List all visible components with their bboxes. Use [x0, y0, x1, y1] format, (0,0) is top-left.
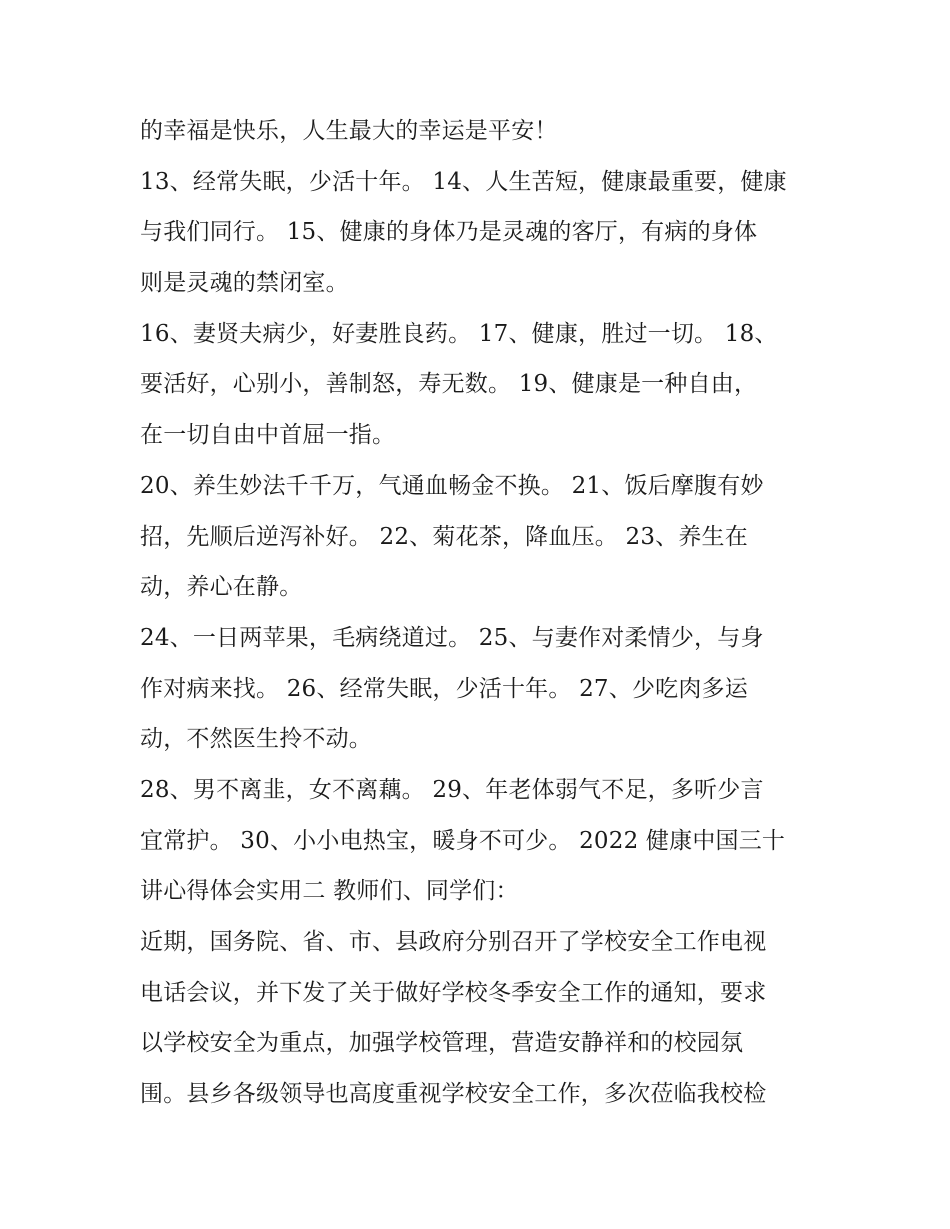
- text-line: 宜常护。 30、小小电热宝，暖身不可少。 2022 健康中国三十: [140, 827, 786, 854]
- text-line: 动，不然医生拎不动。: [140, 726, 372, 753]
- text-line: 近期，国务院、省、市、县政府分别召开了学校安全工作电视: [140, 929, 767, 955]
- text-line: 20、养生妙法千千万，气通血畅金不换。 21、饭后摩腹有妙: [140, 472, 764, 499]
- text-line: 与我们同行。 15、健康的身体乃是灵魂的客厅，有病的身体: [140, 219, 758, 246]
- text-line: 讲心得体会实用二 教师们、同学们：: [140, 878, 519, 905]
- text-line: 在一切自由中首屈一指。: [140, 422, 396, 449]
- text-line: 要活好，心别小，善制怒，寿无数。 19、健康是一种自由，: [140, 371, 758, 398]
- text-line: 16、妻贤夫病少，好妻胜良药。 17、健康，胜过一切。 18、: [140, 320, 778, 347]
- text-line: 的幸福是快乐，人生最大的幸运是平安！: [140, 118, 558, 144]
- text-line: 13、经常失眠，少活十年。 14、人生苦短，健康最重要，健康: [140, 168, 787, 195]
- text-line: 动，养心在静。: [140, 574, 303, 601]
- text-line: 围。县乡各级领导也高度重视学校安全工作，多次莅临我校检: [140, 1081, 767, 1108]
- document-body: [140, 106, 820, 1120]
- text-line: 24、一日两苹果，毛病绕道过。 25、与妻作对柔情少，与身: [140, 624, 764, 651]
- text-line: 招，先顺后逆泻补好。 22、菊花茶，降血压。 23、养生在: [140, 523, 748, 550]
- text-line: 28、男不离韭，女不离藕。 29、年老体弱气不足，多听少言: [140, 776, 764, 803]
- text-line: 电话会议，并下发了关于做好学校冬季安全工作的通知，要求: [140, 979, 767, 1006]
- text-line: 以学校安全为重点，加强学校管理，营造安静祥和的校园氛: [140, 1030, 744, 1057]
- text-line: 作对病来找。 26、经常失眠，少活十年。 27、少吃肉多运: [140, 675, 748, 702]
- text-line: 则是灵魂的禁闭室。: [140, 270, 349, 297]
